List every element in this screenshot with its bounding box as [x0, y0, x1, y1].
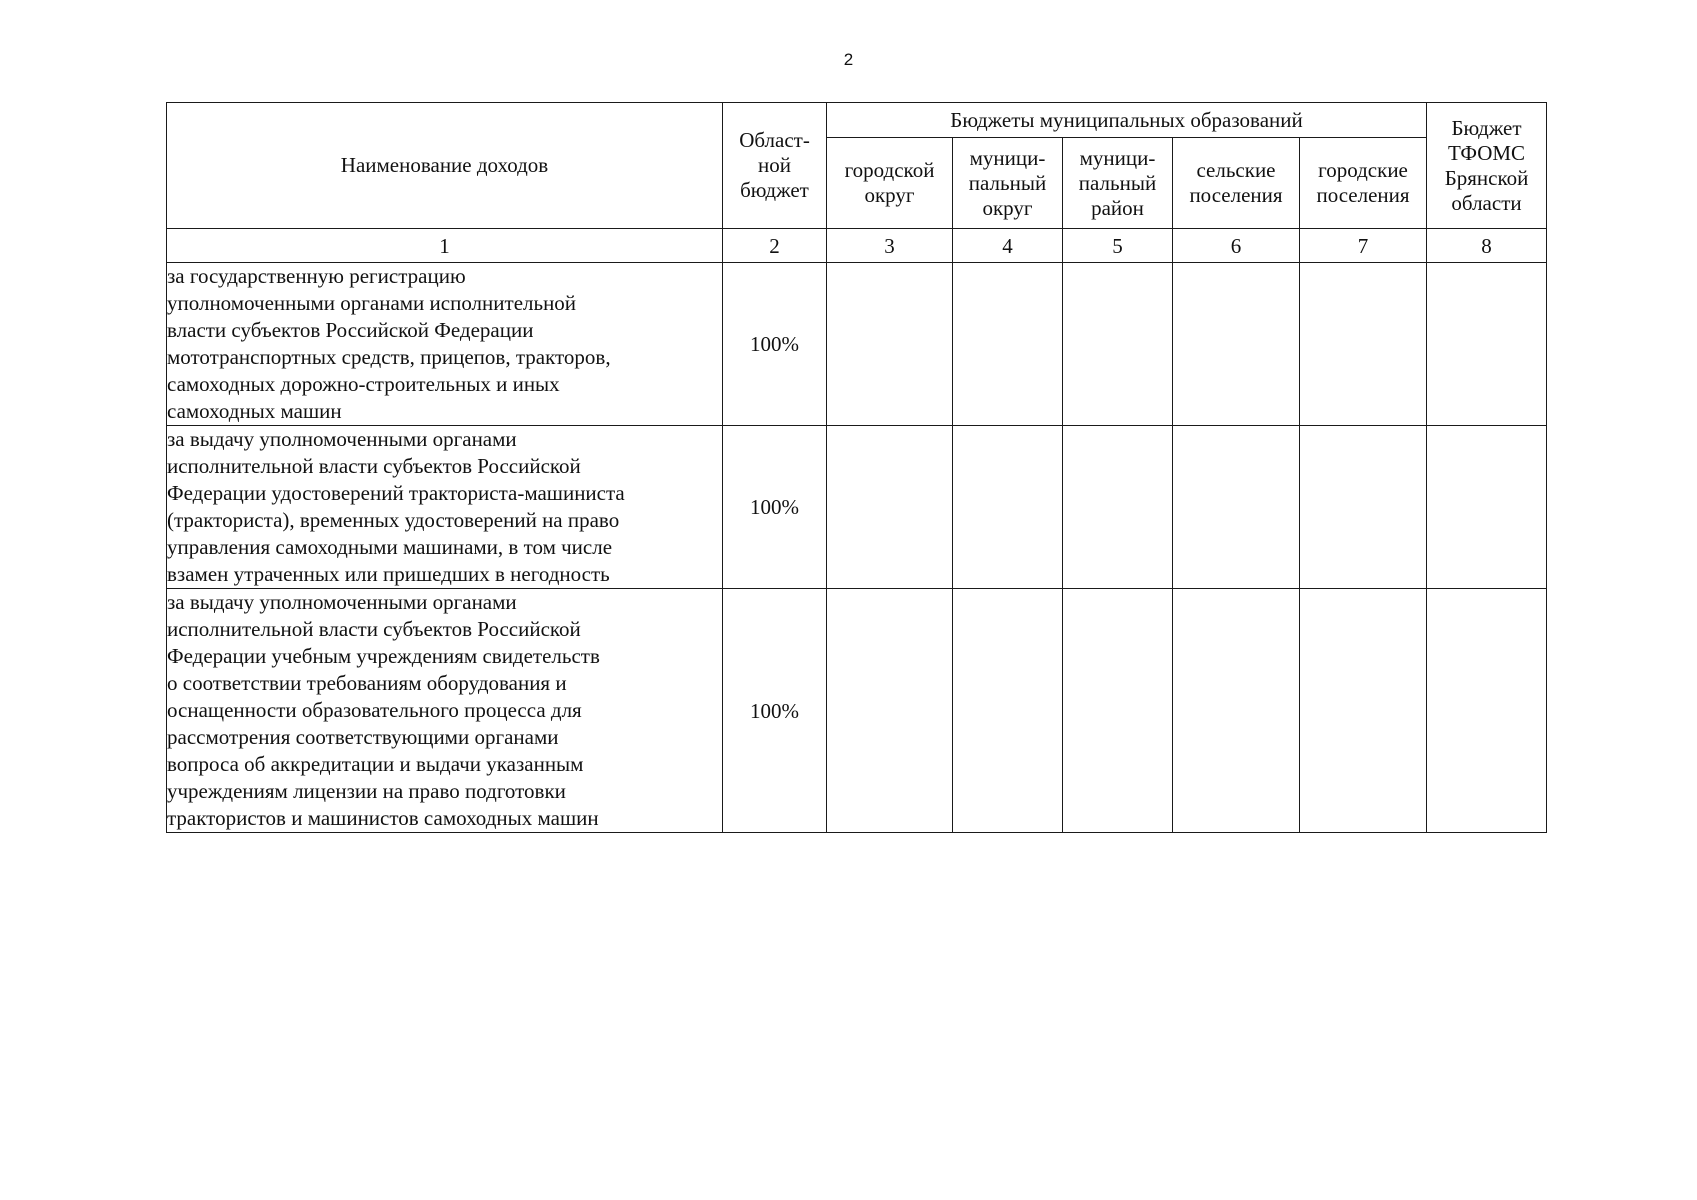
- empty-cell: [827, 589, 953, 833]
- column-number: 5: [1063, 229, 1173, 263]
- header-tfoms-budget-text: Бюджет ТФОМС Брянской области: [1444, 115, 1529, 215]
- table-row: [167, 426, 1547, 589]
- header-municipal-budgets: Бюджеты муниципальных образований: [827, 103, 1427, 138]
- header-revenue-name: Наименование доходов: [167, 103, 723, 229]
- header-city-district: городской округ: [827, 138, 953, 229]
- column-number: 6: [1173, 229, 1300, 263]
- empty-cell: [1300, 426, 1427, 589]
- empty-cell: [953, 263, 1063, 426]
- revenue-name-cell: за выдачу уполномоченными органами исполнительной власти субъектов Российской Федерации удостоверений тракториста-машиниста (тракториста), временных удостоверений на право управления самоходными машинами, в том числе взамен утраченных или пришедших в негодность: [167, 426, 723, 589]
- header-municipal-area: муници- пальный район: [1063, 138, 1173, 229]
- empty-cell: [953, 426, 1063, 589]
- revenue-name-cell: за государственную регистрацию уполномоченными органами исполнительной власти субъектов Российской Федерации мототранспортных средств, прицепов, тракторов, самоходных дорожно-строительных и иных самоходных машин: [167, 263, 723, 426]
- empty-cell: [827, 263, 953, 426]
- empty-cell: [1427, 263, 1547, 426]
- column-number: 3: [827, 229, 953, 263]
- header-urban-settlements: городские поселения: [1300, 138, 1427, 229]
- empty-cell: [1063, 589, 1173, 833]
- empty-cell: [1173, 589, 1300, 833]
- column-number: 8: [1427, 229, 1547, 263]
- header-rural-settlements: сельские поселения: [1173, 138, 1300, 229]
- page-number: 2: [843, 50, 854, 69]
- empty-cell: [953, 589, 1063, 833]
- empty-cell: [1173, 263, 1300, 426]
- empty-cell: [1300, 263, 1427, 426]
- column-numbers-row: [167, 229, 1547, 263]
- column-number: 2: [723, 229, 827, 263]
- revenue-distribution-table: [166, 102, 1547, 833]
- column-number: 4: [953, 229, 1063, 263]
- header-regional-budget: [723, 103, 827, 229]
- regional-share-cell: 100%: [723, 426, 827, 589]
- empty-cell: [827, 426, 953, 589]
- table-row: [167, 589, 1547, 833]
- column-number: 7: [1300, 229, 1427, 263]
- table-row: [167, 263, 1547, 426]
- empty-cell: [1063, 426, 1173, 589]
- regional-share-cell: 100%: [723, 589, 827, 833]
- regional-share-cell: 100%: [723, 263, 827, 426]
- empty-cell: [1173, 426, 1300, 589]
- empty-cell: [1427, 426, 1547, 589]
- empty-cell: [1427, 589, 1547, 833]
- header-regional-budget-text: Област- ной бюджет: [739, 128, 810, 202]
- empty-cell: [1300, 589, 1427, 833]
- column-number: 1: [167, 229, 723, 263]
- empty-cell: [1063, 263, 1173, 426]
- revenue-name-cell: за выдачу уполномоченными органами исполнительной власти субъектов Российской Федерации учебным учреждениям свидетельств о соответствии требованиям оборудования и оснащенности образовательного процесса для рассмотрения соответствующими органами вопроса об аккредитации и выдачи указанным учреждениям лицензии на право подготовки трактористов и машинистов самоходных машин: [167, 589, 723, 833]
- header-municipal-district: муници- пальный округ: [953, 138, 1063, 229]
- header-tfoms-budget: [1427, 103, 1547, 229]
